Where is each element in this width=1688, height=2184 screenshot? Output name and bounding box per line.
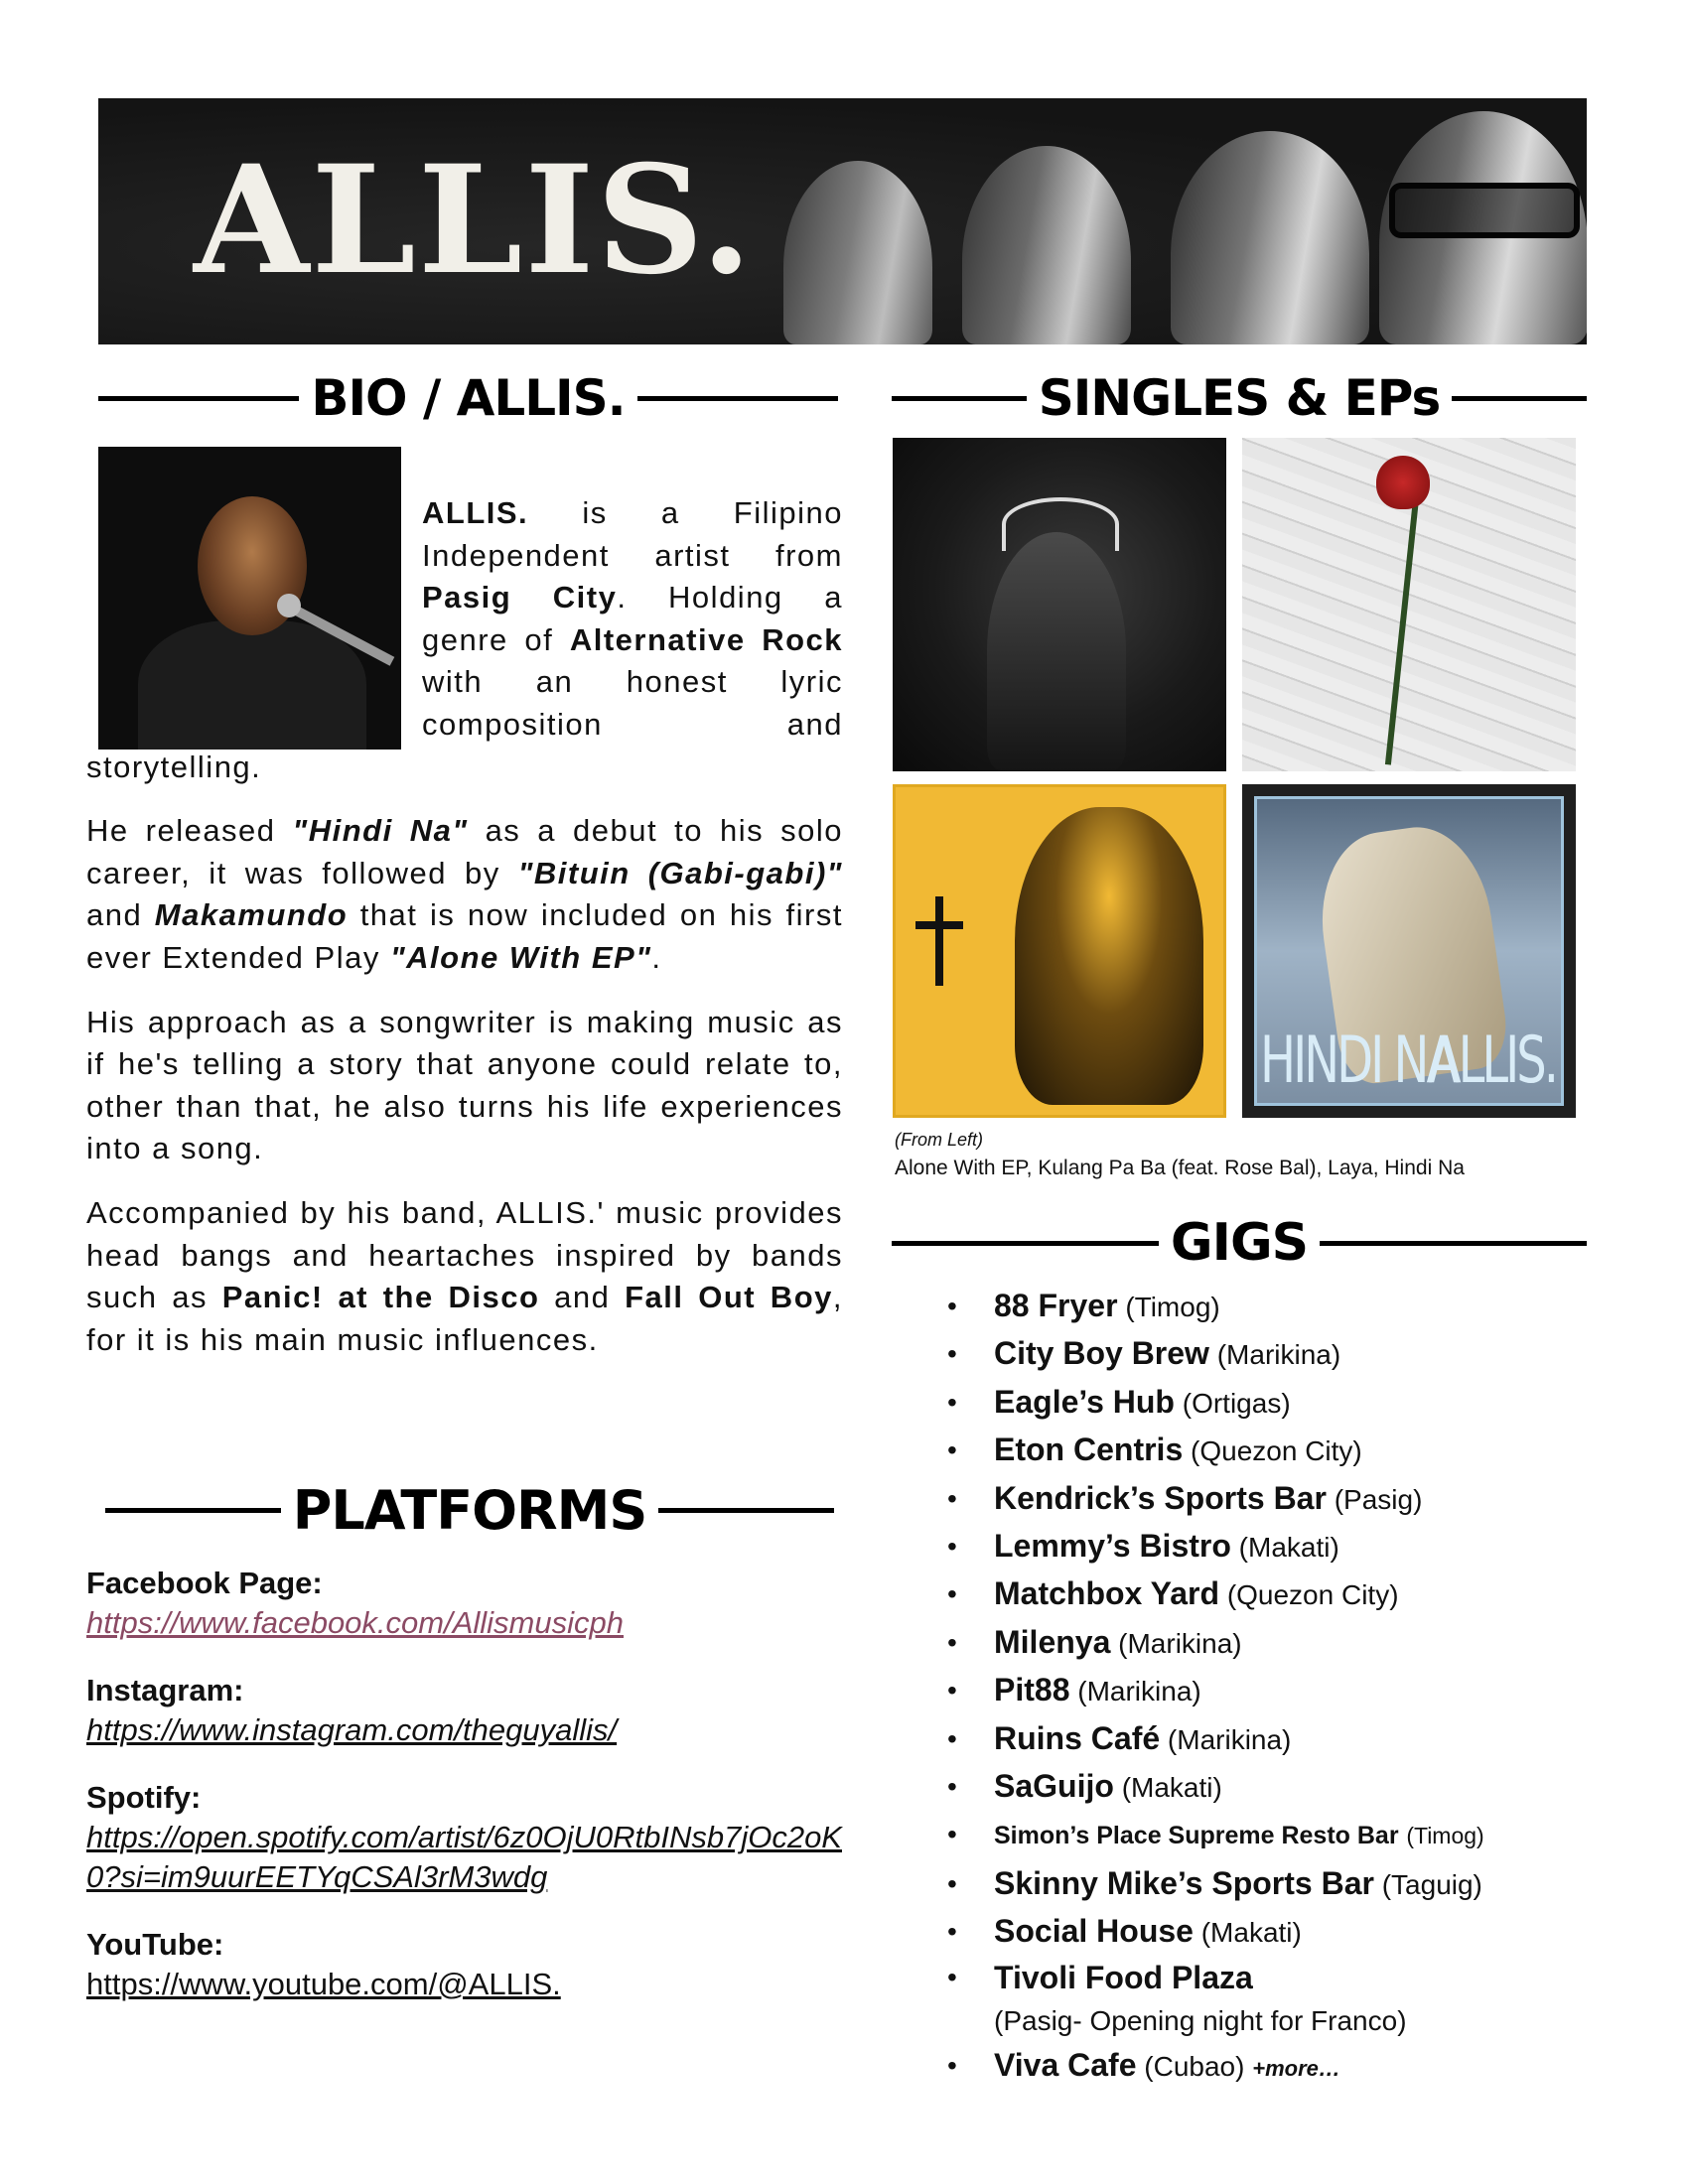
header-rule	[658, 1508, 834, 1513]
header-rule	[892, 1241, 1159, 1246]
band-influence: Panic! at the Disco	[221, 1280, 540, 1315]
venue-location: (Quezon City)	[1226, 1579, 1399, 1611]
city-name: Pasig City	[422, 580, 618, 615]
platform-spotify	[86, 1778, 861, 1897]
cross-bar	[915, 921, 963, 929]
gig-item	[947, 1283, 1583, 1330]
venue-location: (Cubao)	[1144, 2050, 1245, 2082]
gig-item	[947, 1957, 1583, 2042]
horns-graphic	[1002, 497, 1119, 551]
platform-youtube	[86, 1925, 861, 2004]
header-rule	[1320, 1241, 1587, 1246]
artist-name: ALLIS.	[422, 495, 529, 530]
venue-name: Tivoli Food Plaza	[994, 1959, 1253, 1995]
venue-location: (Makati)	[1238, 1532, 1339, 1564]
singles-section-header	[892, 369, 1587, 427]
venue-name: Matchbox Yard	[994, 1575, 1220, 1612]
text-run: , for it is his main music influences.	[86, 1280, 843, 1357]
venue-location: (Timog)	[1406, 1823, 1484, 1849]
venue-name: Ruins Café	[994, 1719, 1161, 1756]
text-run: . Holding a genre of	[422, 580, 843, 657]
header-rule	[637, 396, 838, 401]
gig-item	[947, 1619, 1583, 1667]
youtube-link[interactable]: https://www.youtube.com/@ALLIS.	[86, 1967, 561, 2001]
text-run: and	[86, 897, 155, 933]
text-run: is a Filipino Independent artist from	[422, 495, 843, 573]
gig-item	[947, 1715, 1583, 1763]
header-rule	[892, 396, 1027, 401]
venue-location: (Quezon City)	[1191, 1435, 1362, 1467]
song-title: "Bituin (Gabi-gabi)"	[517, 855, 843, 890]
header-rule	[105, 1508, 281, 1513]
gig-item	[947, 1570, 1583, 1618]
gig-item	[947, 1523, 1583, 1570]
platform-label: Instagram:	[86, 1673, 244, 1707]
instagram-link[interactable]: https://www.instagram.com/theguyallis/	[86, 1712, 618, 1747]
gig-item	[947, 1908, 1583, 1956]
platforms-list	[86, 1564, 861, 2032]
ep-title: "Alone With EP"	[389, 939, 652, 975]
gig-item	[947, 1427, 1583, 1474]
venue-name: Viva Cafe	[994, 2046, 1137, 2083]
gig-item	[947, 1475, 1583, 1523]
singles-heading: SINGLES & EPs	[1038, 369, 1441, 427]
venue-location: (Makati)	[1121, 1772, 1222, 1804]
cover-laya	[893, 784, 1226, 1118]
song-title: "Hindi Na"	[292, 813, 469, 849]
platform-label: Spotify:	[86, 1780, 202, 1815]
venue-location: (Ortigas)	[1182, 1387, 1291, 1419]
bio-section-header	[98, 369, 838, 427]
cover-alone-with-ep	[893, 438, 1226, 771]
venue-location: (Timog)	[1125, 1292, 1220, 1322]
venue-name: Skinny Mike’s Sports Bar	[994, 1864, 1374, 1901]
platform-instagram	[86, 1671, 861, 1750]
caption-note: (From Left)	[895, 1130, 984, 1150]
gig-item	[947, 1667, 1583, 1714]
spotify-link[interactable]: https://open.spotify.com/artist/6z0OjU0RtbINsb7jOc2oK0?si=im9uurEETYqCSAl3rM3wdg	[86, 1820, 842, 1894]
text-run: and	[539, 1280, 626, 1315]
venue-name: Simon’s Place Supreme Resto Bar	[994, 1822, 1399, 1850]
venue-name: Kendrick’s Sports Bar	[994, 1479, 1327, 1516]
singles-caption: Alone With EP, Kulang Pa Ba (feat. Rose Bal), Laya, Hindi Na	[895, 1157, 1465, 1179]
header-rule	[98, 396, 299, 401]
text-run: that is now included on his first ever Extended Play	[86, 897, 843, 975]
text-run: with an honest lyric composition and storytelling.	[86, 664, 843, 784]
rose-stem	[1385, 497, 1419, 764]
genre-name: Alternative Rock	[569, 621, 843, 657]
platforms-heading: PLATFORMS	[292, 1479, 647, 1542]
header-rule	[1452, 396, 1587, 401]
gigs-section-header	[892, 1213, 1587, 1273]
band-logo: ALLIS.	[194, 133, 755, 308]
cover-artist: ALLIS.	[1428, 1023, 1556, 1098]
venue-name: City Boy Brew	[994, 1335, 1209, 1372]
venue-location: (Marikina)	[1167, 1723, 1292, 1755]
song-title: Makamundo	[154, 897, 349, 933]
gigs-heading: GIGS	[1170, 1213, 1309, 1273]
gigs-list	[947, 1283, 1583, 2092]
photo-spacer	[86, 492, 422, 746]
band-influence: Fall Out Boy	[625, 1280, 833, 1315]
text-run: as a debut to his solo career, it was followed by	[86, 813, 843, 890]
venue-location: (Marikina)	[1077, 1676, 1201, 1707]
venue-name: Pit88	[994, 1672, 1070, 1708]
venue-location: (Marikina)	[1216, 1339, 1341, 1371]
bio-paragraph-2	[86, 810, 843, 979]
bio-paragraph-3: His approach as a songwriter is making music as if he's telling a story that anyone could relate to, other than that, he also turns his life experiences into a song.	[86, 1004, 843, 1166]
venue-name: Lemmy’s Bistro	[994, 1528, 1231, 1565]
bio-heading: BIO / ALLIS.	[311, 369, 626, 427]
venue-name: 88 Fryer	[994, 1288, 1118, 1323]
venue-location: (Pasig)	[1334, 1483, 1423, 1515]
header-banner	[98, 98, 1587, 344]
facebook-link[interactable]: https://www.facebook.com/Allismusicph	[86, 1605, 624, 1640]
cover-figure	[987, 532, 1126, 770]
text-run: Accompanied by his band, ALLIS.' music provides head bangs and heartaches inspired by bands such as	[86, 1194, 843, 1315]
venue-location: (Makati)	[1200, 1917, 1302, 1949]
gig-item	[947, 1811, 1583, 1859]
gig-item	[947, 1330, 1583, 1378]
cover-hindi-na	[1242, 784, 1576, 1118]
venue-location: (Pasig- Opening night for Franco)	[994, 2004, 1407, 2036]
bio-paragraph-4	[86, 1192, 843, 1361]
gig-item	[947, 1860, 1583, 1908]
platform-label: Facebook Page:	[86, 1566, 323, 1600]
more-gigs-note: +more…	[1252, 2055, 1340, 2081]
venue-location: (Marikina)	[1118, 1627, 1242, 1659]
cross-icon	[935, 896, 943, 986]
venue-location: (Taguig)	[1381, 1868, 1482, 1900]
gig-item	[947, 1763, 1583, 1811]
cover-title: HINDI NA	[1260, 1023, 1457, 1098]
gig-item	[947, 1379, 1583, 1427]
venue-name: Milenya	[994, 1623, 1111, 1660]
venue-name: Social House	[994, 1913, 1194, 1950]
glasses-graphic	[1389, 183, 1580, 238]
gig-item	[947, 2042, 1583, 2092]
platforms-section-header	[105, 1479, 834, 1542]
platform-label: YouTube:	[86, 1927, 224, 1962]
rose-icon	[1376, 456, 1430, 509]
venue-name: Eagle’s Hub	[994, 1383, 1175, 1420]
bio-text	[86, 492, 843, 1383]
venue-name: SaGuijo	[994, 1768, 1114, 1805]
cover-figure	[1015, 807, 1203, 1105]
cover-kulang-pa-ba	[1242, 438, 1576, 771]
platform-facebook	[86, 1564, 861, 1643]
text-run: .	[651, 939, 662, 975]
venue-name: Eton Centris	[994, 1432, 1184, 1468]
text-run: He released	[86, 813, 293, 849]
